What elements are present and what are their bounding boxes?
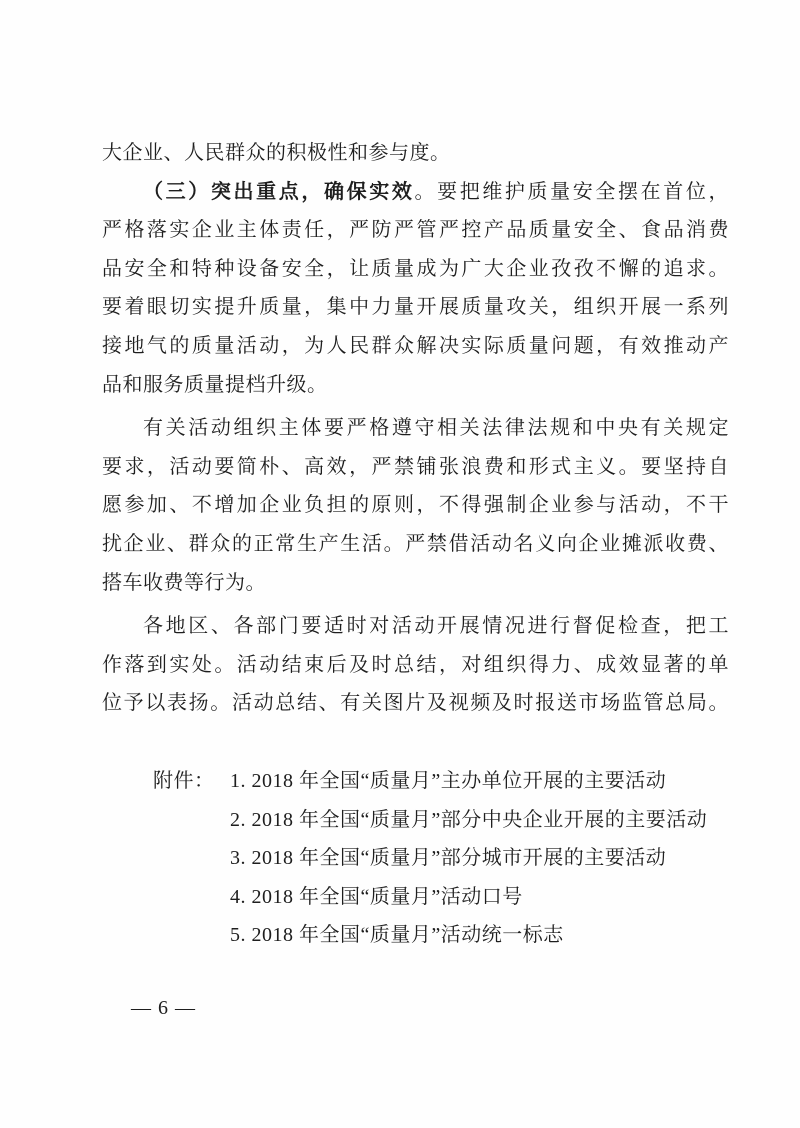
paragraph-line: 有关活动组织主体要严格遵守相关法律法规和中央有关规定: [143, 417, 729, 440]
paragraph-line: 各地区、各部门要适时对活动开展情况进行督促检查，把工: [143, 615, 729, 638]
page-number: — 6 —: [131, 997, 196, 1019]
paragraph-line: 要求，活动要简朴、高效，严禁铺张浪费和形式主义。要坚持自: [102, 455, 729, 478]
attachment-item: 2. 2018 年全国“质量月”部分中央企业开展的主要活动: [230, 808, 708, 831]
section3-line: 品和服务质量提档升级。: [102, 373, 328, 396]
section3-line: 严格落实企业主体责任，严防严管严控产品质量安全、食品消费: [102, 219, 729, 242]
attachment-item: 1. 2018 年全国“质量月”主办单位开展的主要活动: [230, 770, 667, 792]
section3-heading-line: [102, 173, 729, 212]
section3-heading: （三）突出重点，确保实效: [143, 180, 415, 203]
paragraph-line: 愿参加、不增加企业负担的原则，不得强制企业参与活动，不干: [102, 494, 729, 517]
paragraph-line: 搭车收费等行为。: [102, 571, 266, 594]
document-body: [102, 134, 729, 723]
attachment-item: 3. 2018 年全国“质量月”部分城市开展的主要活动: [230, 847, 667, 870]
attachments-label: 附件：: [153, 770, 215, 792]
section3-line: 品安全和特种设备安全，让质量成为广大企业孜孜不懈的追求。: [102, 257, 729, 280]
paragraph-line: 位予以表扬。活动总结、有关图片及视频及时报送市场监管总局。: [102, 692, 729, 715]
section3-line: 要着眼切实提升质量，集中力量开展质量攻关，组织开展一系列: [102, 296, 729, 319]
paragraph-organization: [102, 409, 729, 602]
paragraph-line: 扰企业、群众的正常生产生活。严禁借活动名义向企业摊派收费、: [102, 532, 729, 555]
section3-line: 接地气的质量活动，为人民群众解决实际质量问题，有效推动产: [102, 334, 729, 357]
paragraph-supervision: [102, 607, 729, 723]
paragraph-line: 作落到实处。活动结束后及时总结，对组织得力、成效显著的单: [102, 653, 729, 676]
attachments-list: [153, 762, 707, 955]
attachment-item: 4. 2018 年全国“质量月”活动口号: [230, 885, 523, 908]
attachment-row: [153, 762, 707, 801]
section3-heading-rest: 。要把维护质量安全摆在首位，: [414, 180, 730, 203]
paragraph-intro-tail-line: 大企业、人民群众的积极性和参与度。: [102, 142, 451, 164]
attachment-item: 5. 2018 年全国“质量月”活动统一标志: [230, 924, 564, 947]
